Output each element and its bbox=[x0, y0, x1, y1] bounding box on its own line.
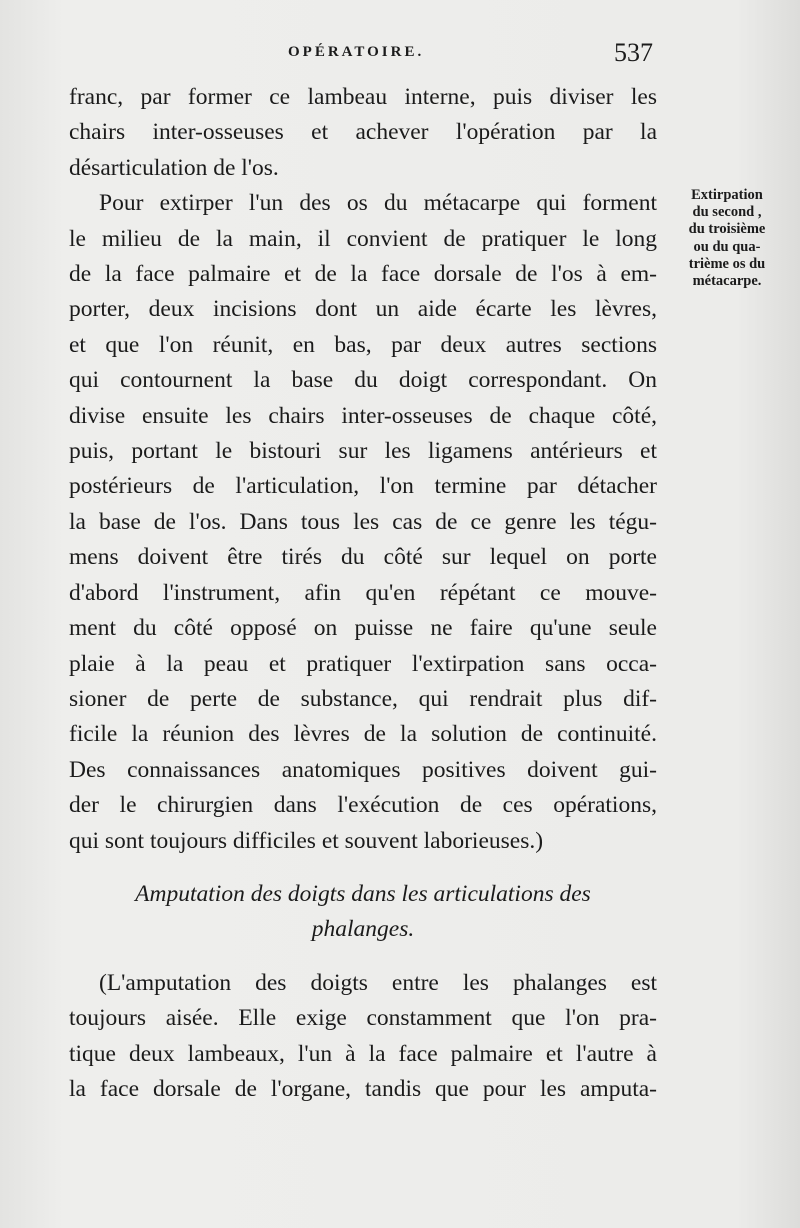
text-line: mens doivent être tirés du côté sur lequel on porte bbox=[69, 544, 657, 571]
text-line: désarticulation de l'os. bbox=[69, 154, 279, 181]
text-line: plaie à la peau et pratiquer l'extirpation sans occa- bbox=[69, 650, 657, 677]
text-line: Des connaissances anatomiques positives doivent gui- bbox=[69, 756, 657, 783]
margin-note-line: métacarpe. bbox=[692, 273, 762, 290]
text-line: et que l'on réunit, en bas, par deux autres sections bbox=[69, 331, 657, 358]
margin-note-line: trième os du bbox=[688, 255, 766, 272]
text-line: le milieu de la main, il convient de pratiquer le long bbox=[69, 225, 657, 252]
text-line: der le chirurgien dans l'exécution de ces opérations, bbox=[69, 792, 657, 819]
margin-note bbox=[661, 187, 793, 290]
margin-note-line: du troisième bbox=[688, 221, 766, 238]
margin-note-line: ou du qua- bbox=[693, 238, 761, 255]
text-line: franc, par former ce lambeau interne, puis diviser les bbox=[69, 84, 657, 110]
page-number: 537 bbox=[614, 38, 653, 67]
text-line: Pour extirper l'un des os du métacarpe qui forment bbox=[99, 190, 657, 217]
text-line: qui sont toujours difficiles et souvent laborieuses.) bbox=[69, 827, 544, 854]
paragraph-3 bbox=[69, 966, 657, 1108]
text-line: la base de l'os. Dans tous les cas de ce genre les tégu- bbox=[69, 508, 657, 535]
text-line: ment du côté opposé on puisse ne faire qu'une seule bbox=[69, 615, 657, 642]
section-title-line: Amputation des doigts dans les articulations des bbox=[135, 880, 591, 907]
paragraph-1 bbox=[69, 80, 657, 186]
body-text bbox=[69, 80, 657, 1107]
text-line: porter, deux incisions dont un aide écarte les lèvres, bbox=[69, 296, 657, 323]
text-line: (L'amputation des doigts entre les phalanges est bbox=[99, 969, 657, 996]
text-line: tique deux lambeaux, l'un à la face palmaire et l'autre à bbox=[69, 1040, 657, 1067]
paragraph-2 bbox=[69, 186, 657, 859]
text-line: d'abord l'instrument, afin qu'en répétant ce mouve- bbox=[69, 579, 657, 606]
text-line: de la face palmaire et de la face dorsale de l'os à em- bbox=[69, 261, 657, 288]
text-line: divise ensuite les chairs inter-osseuses de chaque côté, bbox=[69, 402, 657, 429]
running-head: OPÉRATOIRE. bbox=[288, 44, 425, 60]
section-title-line: phalanges. bbox=[311, 916, 415, 943]
margin-note-line: Extirpation bbox=[691, 187, 763, 203]
text-line: sioner de perte de substance, qui rendrait plus dif- bbox=[69, 685, 657, 712]
text-line: chairs inter-osseuses et achever l'opération par la bbox=[69, 119, 657, 146]
text-line: toujours aisée. Elle exige constamment que l'on pra- bbox=[69, 1005, 657, 1032]
text-line: postérieurs de l'articulation, l'on termine par détacher bbox=[69, 473, 657, 500]
text-line: qui contournent la base du doigt correspondant. On bbox=[69, 367, 657, 394]
text-line: la face dorsale de l'organe, tandis que pour les amputa- bbox=[69, 1075, 657, 1102]
text-line: puis, portant le bistouri sur les ligamens antérieurs et bbox=[69, 438, 657, 465]
section-title bbox=[69, 877, 657, 948]
page-header bbox=[0, 38, 800, 78]
text-line: ficile la réunion des lèvres de la solution de continuité. bbox=[69, 721, 657, 748]
margin-note-line: du second , bbox=[692, 204, 762, 221]
